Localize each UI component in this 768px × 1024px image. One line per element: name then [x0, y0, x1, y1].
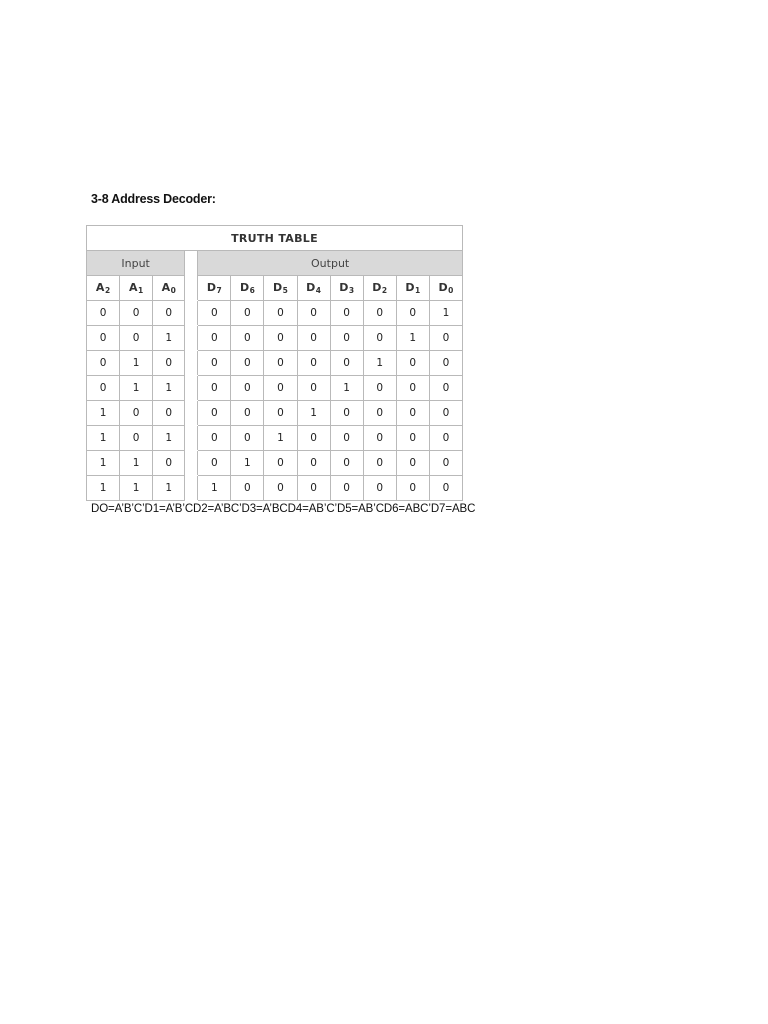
output-cell: 0	[297, 351, 330, 376]
column-header-letter: A	[95, 281, 105, 294]
input-cell: 1	[153, 326, 185, 351]
input-cell: 1	[120, 451, 153, 476]
column-header-letter: D	[405, 281, 415, 294]
input-cell: 1	[87, 426, 120, 451]
output-cell: 0	[330, 326, 363, 351]
output-cell: 0	[330, 351, 363, 376]
input-column-header	[120, 276, 153, 301]
input-cell: 0	[87, 376, 120, 401]
truth-table-body	[87, 301, 463, 501]
input-cell: 1	[87, 401, 120, 426]
output-column-header	[396, 276, 429, 301]
output-cell: 0	[198, 376, 231, 401]
column-gap	[185, 351, 198, 376]
output-cell: 0	[363, 301, 396, 326]
output-cell: 1	[231, 451, 264, 476]
column-header-subscript: 0	[170, 286, 176, 295]
column-header-letter: D	[372, 281, 382, 294]
output-cell: 0	[363, 376, 396, 401]
output-cell: 0	[297, 476, 330, 501]
column-header-letter: D	[306, 281, 316, 294]
table-row	[87, 301, 463, 326]
output-cell: 0	[429, 451, 462, 476]
output-column-header	[330, 276, 363, 301]
output-cell: 0	[396, 426, 429, 451]
input-cell: 0	[120, 301, 153, 326]
output-cell: 0	[231, 401, 264, 426]
truth-table-title: TRUTH TABLE	[87, 226, 463, 251]
output-cell: 0	[231, 476, 264, 501]
input-cell: 0	[87, 301, 120, 326]
output-cell: 1	[429, 301, 462, 326]
input-cell: 1	[120, 351, 153, 376]
output-column-header	[429, 276, 462, 301]
input-column-header	[153, 276, 185, 301]
column-gap	[185, 401, 198, 426]
output-cell: 0	[429, 376, 462, 401]
output-cell: 0	[231, 326, 264, 351]
output-cell: 0	[429, 351, 462, 376]
output-cell: 1	[198, 476, 231, 501]
output-cell: 0	[330, 426, 363, 451]
output-cell: 1	[330, 376, 363, 401]
output-cell: 0	[330, 301, 363, 326]
input-cell: 0	[120, 326, 153, 351]
output-cell: 0	[429, 476, 462, 501]
table-row	[87, 326, 463, 351]
input-column-header	[87, 276, 120, 301]
output-cell: 0	[396, 301, 429, 326]
column-header-subscript: 0	[448, 286, 454, 295]
output-cell: 0	[429, 426, 462, 451]
output-cell: 1	[297, 401, 330, 426]
output-cell: 0	[198, 426, 231, 451]
column-header-subscript: 2	[381, 286, 388, 295]
column-gap	[185, 276, 198, 301]
input-cell: 0	[120, 401, 153, 426]
output-cell: 0	[264, 376, 297, 401]
column-header-subscript: 7	[216, 286, 222, 295]
output-cell: 0	[396, 451, 429, 476]
column-gap	[185, 251, 198, 276]
input-cell: 0	[120, 426, 153, 451]
output-cell: 0	[198, 326, 231, 351]
output-cell: 0	[231, 351, 264, 376]
output-cell: 1	[396, 326, 429, 351]
column-header-row	[87, 276, 463, 301]
input-cell: 0	[153, 451, 185, 476]
output-cell: 0	[363, 476, 396, 501]
output-cell: 0	[396, 351, 429, 376]
column-header-subscript: 1	[138, 286, 144, 295]
output-cell: 0	[363, 401, 396, 426]
output-cell: 0	[396, 476, 429, 501]
output-cell: 0	[429, 401, 462, 426]
input-cell: 0	[153, 351, 185, 376]
table-row	[87, 451, 463, 476]
input-cell: 1	[120, 376, 153, 401]
column-header-letter: D	[273, 281, 283, 294]
output-cell: 0	[363, 426, 396, 451]
table-row	[87, 401, 463, 426]
input-cell: 1	[120, 476, 153, 501]
output-column-header	[264, 276, 297, 301]
column-header-subscript: 2	[104, 286, 111, 295]
input-cell: 0	[87, 351, 120, 376]
output-cell: 0	[330, 451, 363, 476]
input-cell: 0	[153, 401, 185, 426]
output-cell: 0	[264, 326, 297, 351]
page-heading: 3-8 Address Decoder:	[91, 192, 216, 206]
column-gap	[185, 326, 198, 351]
output-group-header: Output	[198, 251, 463, 276]
column-header-subscript: 1	[414, 286, 421, 295]
input-cell: 0	[87, 326, 120, 351]
output-cell: 0	[297, 301, 330, 326]
output-cell: 1	[363, 351, 396, 376]
output-cell: 0	[198, 301, 231, 326]
output-cell: 0	[297, 326, 330, 351]
output-cell: 0	[396, 376, 429, 401]
input-cell: 1	[153, 376, 185, 401]
output-cell: 0	[330, 476, 363, 501]
column-header-letter: A	[129, 281, 138, 294]
input-cell: 0	[153, 301, 185, 326]
column-gap	[185, 426, 198, 451]
decoder-equations: DO=A’B’C’D1=A’B’CD2=A’BC’D3=A’BCD4=AB’C’D5=AB’CD6=ABC’D7=ABC	[91, 503, 476, 515]
column-gap	[185, 451, 198, 476]
output-cell: 0	[198, 451, 231, 476]
output-cell: 0	[198, 401, 231, 426]
output-cell: 1	[264, 426, 297, 451]
output-cell: 0	[264, 401, 297, 426]
output-cell: 0	[396, 401, 429, 426]
table-row	[87, 426, 463, 451]
output-cell: 0	[297, 451, 330, 476]
output-column-header	[198, 276, 231, 301]
table-row	[87, 351, 463, 376]
input-cell: 1	[87, 476, 120, 501]
column-header-subscript: 4	[315, 286, 321, 295]
input-cell: 1	[87, 451, 120, 476]
output-column-header	[231, 276, 264, 301]
truth-table	[86, 225, 463, 501]
table-row	[87, 376, 463, 401]
column-header-letter: D	[239, 281, 250, 294]
column-header-letter: D	[339, 281, 349, 294]
input-cell: 1	[153, 476, 185, 501]
output-cell: 0	[231, 376, 264, 401]
column-header-letter: A	[161, 281, 171, 294]
output-cell: 0	[429, 326, 462, 351]
output-cell: 0	[297, 376, 330, 401]
column-header-letter: D	[206, 281, 217, 294]
column-header-subscript: 5	[282, 286, 288, 295]
output-column-header	[297, 276, 330, 301]
output-cell: 0	[264, 301, 297, 326]
output-cell: 0	[198, 351, 231, 376]
column-gap	[185, 301, 198, 326]
output-cell: 0	[264, 451, 297, 476]
output-cell: 0	[330, 401, 363, 426]
column-header-letter: D	[438, 281, 448, 294]
input-group-header: Input	[87, 251, 185, 276]
output-cell: 0	[231, 301, 264, 326]
output-cell: 0	[264, 351, 297, 376]
column-header-subscript: 6	[249, 286, 255, 295]
column-header-subscript: 3	[348, 286, 355, 295]
table-row	[87, 476, 463, 501]
output-column-header	[363, 276, 396, 301]
output-cell: 0	[363, 326, 396, 351]
output-cell: 0	[231, 426, 264, 451]
input-cell: 1	[153, 426, 185, 451]
column-gap	[185, 476, 198, 501]
output-cell: 0	[363, 451, 396, 476]
output-cell: 0	[264, 476, 297, 501]
output-cell: 0	[297, 426, 330, 451]
column-gap	[185, 376, 198, 401]
